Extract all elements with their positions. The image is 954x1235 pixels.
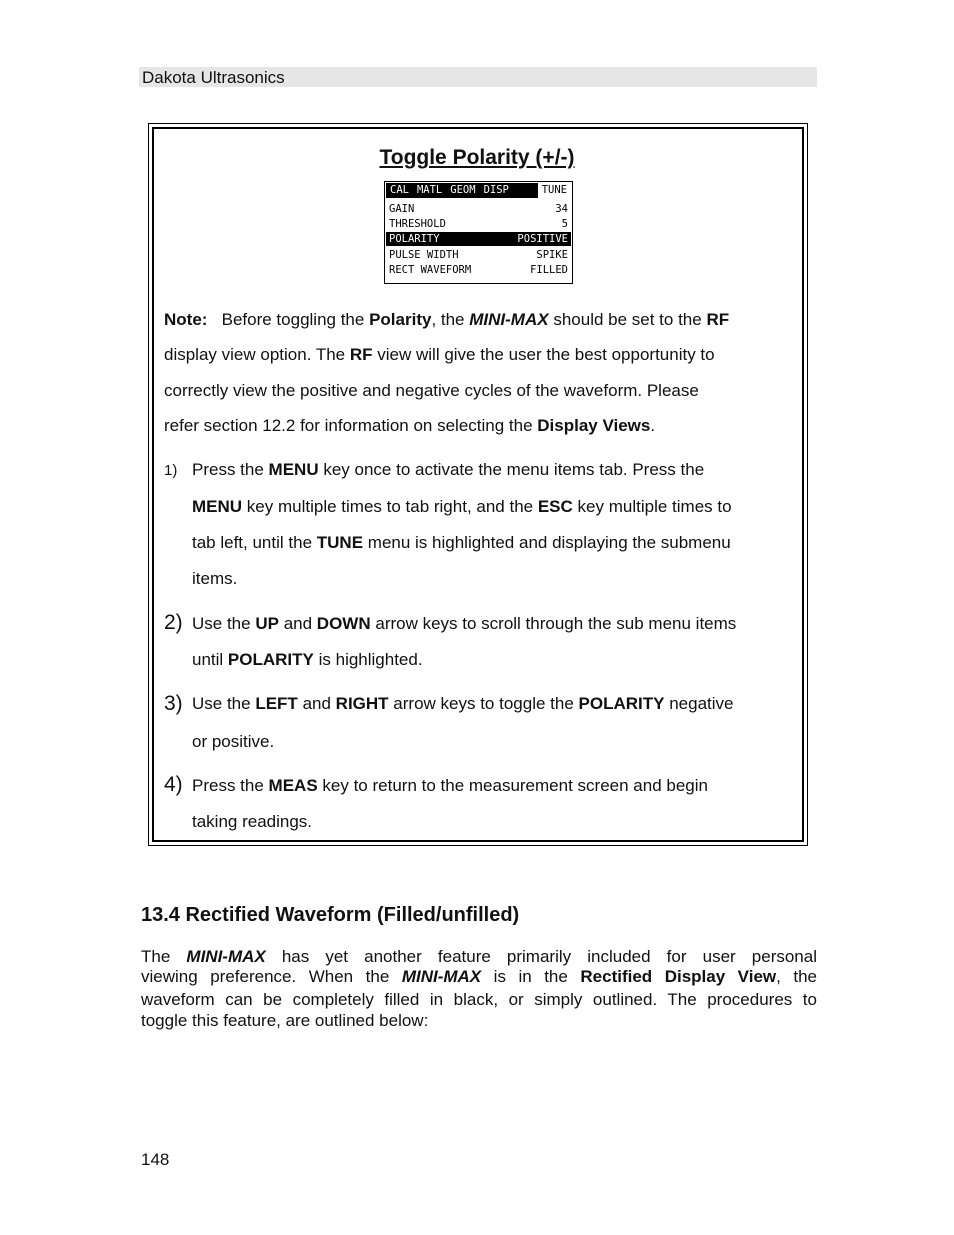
lcd-row-value: SPIKE [536,249,568,261]
step-number: 1) [164,462,178,479]
product-name: MINI-MAX [186,947,266,966]
para-text: waveform can be completely filled in black, or simply outlined. The procedures to [141,990,817,1009]
lcd-row-threshold [386,217,571,231]
product-name: MINI-MAX [401,967,482,986]
note-text: view will give the user the best opportunity to [377,345,715,364]
step-text: key to return to the measurement screen and begin [322,776,708,795]
step-text: Use the [192,694,251,713]
note-line-2 [164,345,715,365]
lcd-row-label: POLARITY [389,233,440,245]
step-text: is highlighted. [318,650,423,669]
step-text: or positive. [192,732,275,751]
note-bold: Display Views [537,416,651,435]
step-text: and [283,614,313,633]
step-4-line-1 [192,776,708,796]
lcd-row-value: FILLED [530,264,568,276]
lcd-row-value: 34 [555,203,568,215]
step-text: and [302,694,331,713]
para-text: toggle this feature, are outlined below: [141,1011,429,1030]
key-name: ESC [537,497,573,516]
lcd-row-label: PULSE WIDTH [389,249,459,261]
lcd-tab-tune: TUNE [538,183,571,198]
step-text: Press the [192,460,264,479]
lcd-row-label: THRESHOLD [389,218,446,230]
lcd-row-gain [386,202,571,216]
note-text: , the [431,310,465,329]
step-text: Press the [192,776,264,795]
product-name: MINI-MAX [469,310,549,329]
step-3-line-2 [192,732,274,752]
step-3-line-1 [192,694,733,714]
step-text: negative [669,694,734,713]
key-name: LEFT [255,694,298,713]
key-name: UP [255,614,279,633]
section-heading: 13.4 Rectified Waveform (Filled/unfilled) [141,904,520,926]
note-text: . [650,416,656,435]
note-text: refer section 12.2 for information on selecting the [164,416,533,435]
note-text: should be set to the [553,310,702,329]
header-title: Dakota Ultrasonics [142,68,285,87]
note-text: display view option. The [164,345,346,364]
step-text: key multiple times to tab right, and the [246,497,534,516]
para-text: viewing preference. When the [141,967,390,986]
step-text: until [192,650,224,669]
key-name: POLARITY [227,650,314,669]
step-number: 3) [164,692,183,715]
step-text: arrow keys to scroll through the sub menu items [375,614,737,633]
lcd-row-value: 5 [561,218,568,230]
step-text: Use the [192,614,251,633]
lcd-tab-cal: CAL [390,184,409,196]
key-name: POLARITY [578,694,665,713]
lcd-tab-matl: MATL [416,184,443,196]
step-text: items. [192,569,238,588]
note-line-1 [164,310,729,330]
step-1-line-1 [192,460,704,480]
lcd-row-rect-waveform [386,263,571,277]
key-name: RIGHT [335,694,389,713]
key-name: TUNE [316,533,364,552]
note-bold: RF [349,345,373,364]
page-number: 148 [141,1150,170,1169]
lcd-tab-bar [386,183,571,198]
para-text: is in the [493,967,568,986]
step-text: key multiple times to [577,497,732,516]
step-text: tab left, until the [192,533,313,552]
lcd-row-polarity-highlighted [386,232,571,246]
key-name: MENU [192,497,243,516]
step-text: taking readings. [192,812,313,831]
para-text: has yet another feature primarily included for user personal [281,947,817,966]
lcd-row-value: POSITIVE [517,233,568,245]
note-text: Before toggling the [221,310,365,329]
step-4-line-2 [192,812,312,832]
step-1-line-3 [192,533,731,553]
key-name: MEAS [268,776,318,795]
note-label: Note: [164,310,208,329]
note-bold: RF [706,310,730,329]
note-bold: Polarity [369,310,432,329]
procedure-title: Toggle Polarity (+/-) [379,146,575,169]
section-para-line-1 [141,946,817,967]
step-number: 2) [164,611,183,634]
step-2-line-2 [192,650,423,670]
lcd-row-label: GAIN [389,203,415,215]
step-text: menu is highlighted and displaying the submenu [367,533,731,552]
lcd-tab-geom: GEOM [450,184,476,196]
section-para-line-2 [141,966,817,987]
lcd-menu-screenshot [384,181,573,284]
lcd-row-label: RECT WAVEFORM [389,264,472,276]
section-para-line-4 [141,1010,817,1031]
running-header [139,67,817,87]
key-name: MENU [268,460,319,479]
note-line-3 [164,381,699,401]
step-number: 4) [164,773,183,796]
key-name: DOWN [316,614,371,633]
section-para-line-3 [141,989,817,1010]
lcd-tab-disp: DISP [483,184,509,196]
note-line-4 [164,416,655,436]
step-1-line-4 [192,569,237,589]
step-text: key once to activate the menu items tab. Press the [323,460,705,479]
step-2-line-1 [192,614,736,634]
step-1-line-2 [192,497,732,517]
note-text: correctly view the positive and negative cycles of the waveform. Please [164,381,699,400]
step-text: arrow keys to toggle the [393,694,574,713]
para-text: , the [776,967,817,986]
para-text: The [141,947,171,966]
lcd-row-pulse-width [386,248,571,262]
para-bold: Rectified Display View [580,967,777,986]
